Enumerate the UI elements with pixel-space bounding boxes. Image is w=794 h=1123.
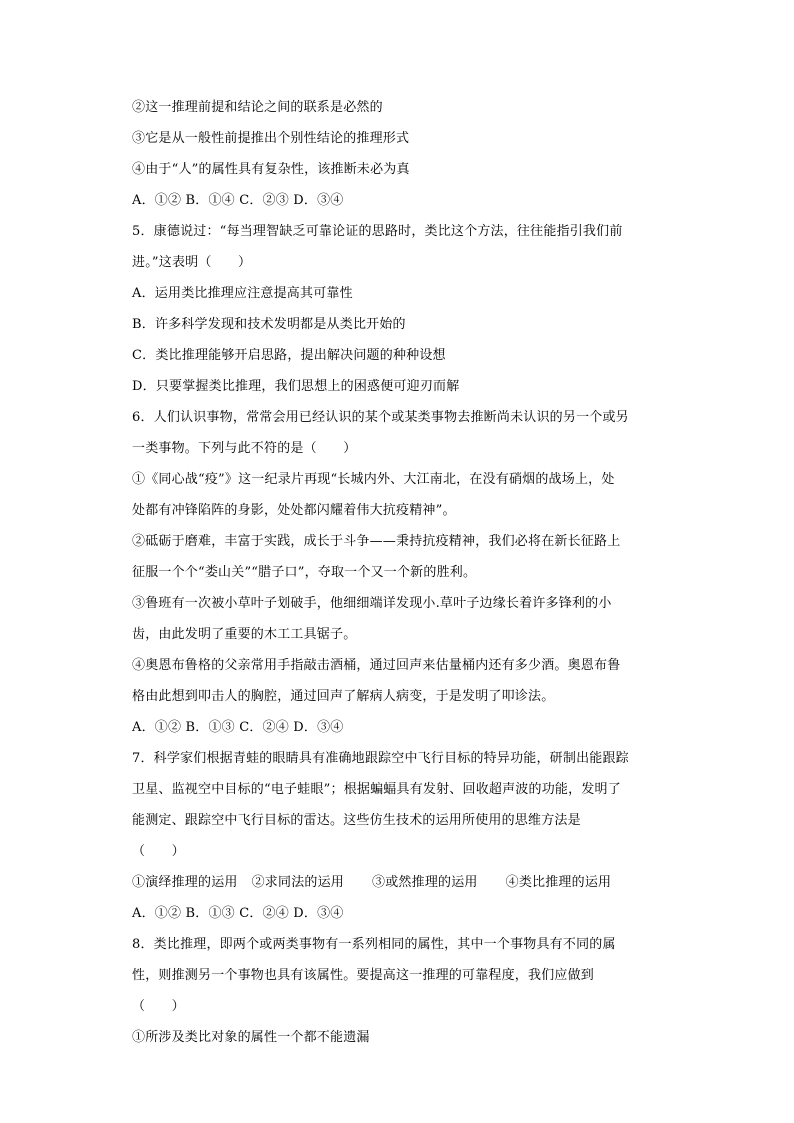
option-b: B．许多科学发现和技术发明都是从类比开始的 (132, 317, 406, 332)
statement-3: 齿，由此发明了重要的木工工具锯子。 (132, 627, 357, 642)
question-6-stem: 6．人们认识事物，常常会用已经认识的某个或某类事物去推断尚未认识的另一个或另 (132, 410, 629, 425)
statement-4: 格由此想到叩击人的胸腔，通过回声了解病人病变，于是发明了叩诊法。 (132, 689, 555, 704)
question-7-stem: 卫星、监视空中目标的“电子蛙眼”；根据蝙蝠具有发射、回收超声波的功能，发明了 (132, 782, 621, 797)
answer-choices: A．①② B．①③ C．②④ D．③④ (132, 906, 344, 921)
option-1: ①演绎推理的运用 (132, 875, 238, 890)
text-line: ③它是从一般性前提推出个别性结论的推理形式 (132, 131, 410, 146)
statement-2: 征服一个个“娄山关”“腊子口”，夺取一个又一个新的胜利。 (132, 565, 477, 580)
question-7-stem: 7．科学家们根据青蛙的眼睛具有准确地跟踪空中飞行目标的特异功能，研制出能跟踪 (132, 751, 629, 766)
statement-3: ③鲁班有一次被小草叶子划破手，他细细端详发现小.草叶子边缘长着许多锋利的小 (132, 596, 612, 611)
document-page (132, 92, 662, 1053)
question-7-stem: 能测定、跟踪空中飞行目标的雷达。这些仿生技术的运用所使用的思维方法是 (132, 813, 581, 828)
question-7-blank: （ ） (132, 844, 185, 859)
option-4: ④类比推理的运用 (505, 875, 612, 890)
question-6-stem: 一类事物。下列与此不符的是（ ） (132, 441, 357, 456)
question-8-stem: 性，则推测另一个事物也具有该属性。要提高这一推理的可靠程度，我们应做到 (132, 968, 595, 983)
answer-choices: A．①② B．①④ C．②③ D．③④ (132, 193, 344, 208)
question-7-options (132, 867, 662, 898)
answer-choices: A．①② B．①③ C．②④ D．③④ (132, 720, 344, 735)
option-d: D．只要掌握类比推理，我们思想上的困惑便可迎刃而解 (132, 379, 460, 394)
question-8-blank: （ ） (132, 999, 185, 1014)
text-line: ②这一推理前提和结论之间的联系是必然的 (132, 100, 383, 115)
option-3: ③或然推理的运用 (372, 875, 478, 890)
question-8-stem: 8．类比推理，即两个或两类事物有一系列相同的属性，其中一个事物具有不同的属 (132, 937, 616, 952)
question-5-stem: 5．康德说过：“每当理智缺乏可靠论证的思路时，类比这个方法，往往能指引我们前 (132, 224, 623, 239)
option-a: A．运用类比推理应注意提高其可靠性 (132, 286, 353, 301)
statement-1: ①《同心战“疫”》这一纪录片再现“长城内外、大江南北，在没有硝烟的战场上，处 (132, 472, 615, 487)
option-2: ②求同法的运用 (251, 875, 345, 890)
option-c: C．类比推理能够开启思路，提出解决问题的种种设想 (132, 348, 446, 363)
statement-4: ④奥恩布鲁格的父亲常用手指敲击酒桶，通过回声来估量桶内还有多少酒。奥恩布鲁 (132, 658, 621, 673)
statement-1: 处都有冲锋陷阵的身影，处处都闪耀着伟大抗疫精神”。 (132, 503, 456, 518)
text-line: ④由于“人”的属性具有复杂性，该推断未必为真 (132, 162, 410, 177)
statement-2: ②砥砺于磨难，丰富于实践，成长于斗争——秉持抗疫精神，我们必将在新长征路上 (132, 534, 621, 549)
statement-1: ①所涉及类比对象的属性一个都不能遗漏 (132, 1030, 370, 1045)
question-5-stem: 进。”这表明（ ） (132, 255, 252, 270)
